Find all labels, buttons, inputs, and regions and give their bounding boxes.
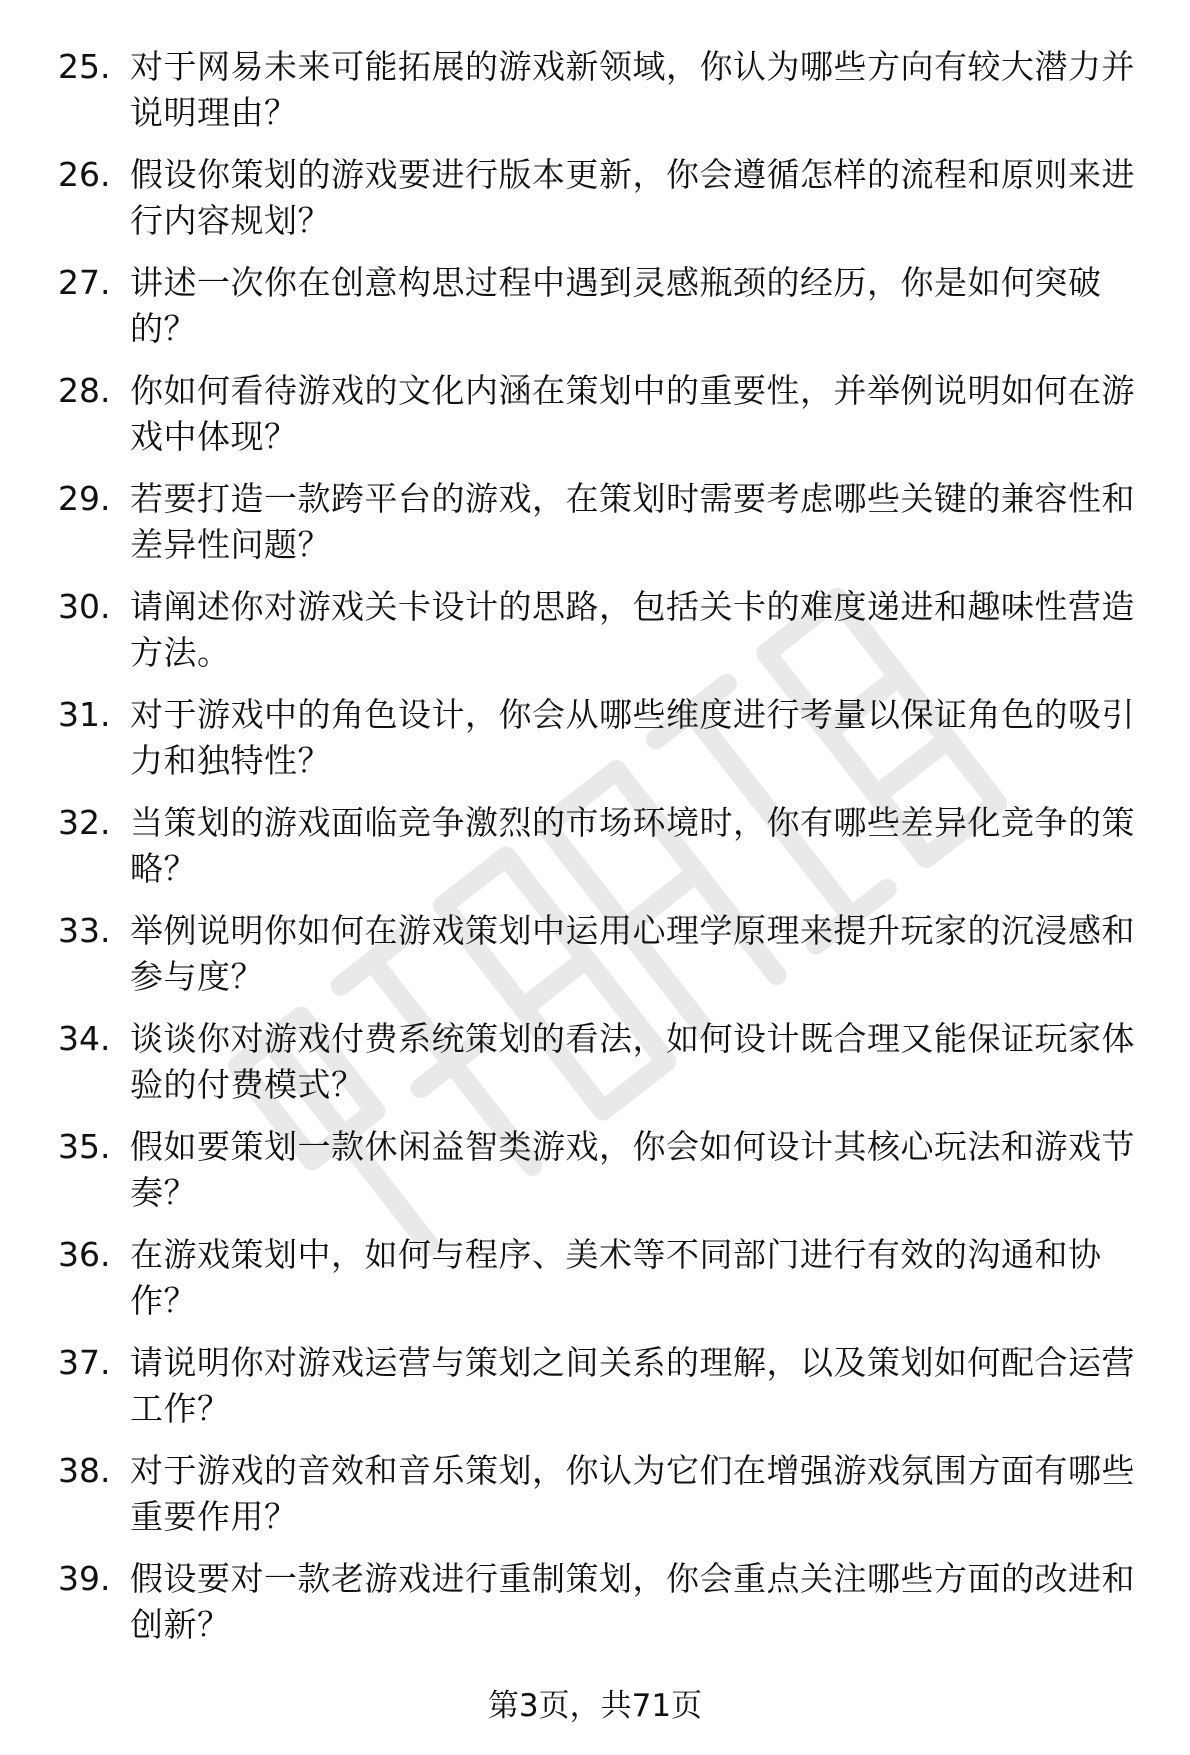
question-item <box>58 152 1158 260</box>
question-number: 30. <box>58 587 111 626</box>
question-list <box>58 44 1158 1664</box>
question-text: 请阐述你对游戏关卡设计的思路，包括关卡的难度递进和趣味性营造方法。 <box>130 587 1135 672</box>
question-item <box>58 800 1158 908</box>
question-item <box>58 260 1158 368</box>
question-number: 32. <box>58 803 111 842</box>
page-number-label: 第3页，共71页 <box>487 1688 703 1724</box>
question-text: 对于网易未来可能拓展的游戏新领域，你认为哪些方向有较大潜力并说明理由？ <box>130 47 1135 132</box>
question-number: 39. <box>58 1559 111 1598</box>
question-item <box>58 584 1158 692</box>
question-text: 假设要对一款老游戏进行重制策划，你会重点关注哪些方面的改进和创新？ <box>130 1559 1135 1644</box>
question-number: 33. <box>58 911 111 950</box>
question-item <box>58 368 1158 476</box>
question-number: 26. <box>58 155 111 194</box>
question-number: 38. <box>58 1451 111 1490</box>
question-item <box>58 476 1158 584</box>
question-text: 请说明你对游戏运营与策划之间关系的理解，以及策划如何配合运营工作？ <box>130 1343 1135 1428</box>
question-text: 假如要策划一款休闲益智类游戏，你会如何设计其核心玩法和游戏节奏？ <box>130 1127 1135 1212</box>
question-text: 假设你策划的游戏要进行版本更新，你会遵循怎样的流程和原则来进行内容规划？ <box>130 155 1135 240</box>
question-item <box>58 1448 1158 1556</box>
question-text: 举例说明你如何在游戏策划中运用心理学原理来提升玩家的沉浸感和参与度？ <box>130 911 1135 996</box>
question-text: 当策划的游戏面临竞争激烈的市场环境时，你有哪些差异化竞争的策略？ <box>130 803 1135 888</box>
question-number: 36. <box>58 1235 111 1274</box>
question-item <box>58 908 1158 1016</box>
question-number: 25. <box>58 47 111 86</box>
question-text: 讲述一次你在创意构思过程中遇到灵感瓶颈的经历，你是如何突破的？ <box>130 263 1102 348</box>
question-item <box>58 1016 1158 1124</box>
question-text: 对于游戏的音效和音乐策划，你认为它们在增强游戏氛围方面有哪些重要作用？ <box>130 1451 1135 1536</box>
question-text: 谈谈你对游戏付费系统策划的看法，如何设计既合理又能保证玩家体验的付费模式？ <box>130 1019 1135 1104</box>
question-text: 若要打造一款跨平台的游戏，在策划时需要考虑哪些关键的兼容性和差异性问题？ <box>130 479 1135 564</box>
question-item <box>58 44 1158 152</box>
question-text: 在游戏策划中，如何与程序、美术等不同部门进行有效的沟通和协作？ <box>130 1235 1102 1320</box>
question-number: 29. <box>58 479 111 518</box>
question-number: 34. <box>58 1019 111 1058</box>
question-number: 37. <box>58 1343 111 1382</box>
question-text: 对于游戏中的角色设计，你会从哪些维度进行考量以保证角色的吸引力和独特性？ <box>130 695 1135 780</box>
question-number: 31. <box>58 695 111 734</box>
question-item <box>58 1556 1158 1664</box>
question-item <box>58 1340 1158 1448</box>
page-footer <box>0 1686 1190 1726</box>
question-item <box>58 1124 1158 1232</box>
question-number: 35. <box>58 1127 111 1166</box>
question-text: 你如何看待游戏的文化内涵在策划中的重要性，并举例说明如何在游戏中体现？ <box>130 371 1135 456</box>
question-item <box>58 1232 1158 1340</box>
question-number: 28. <box>58 371 111 410</box>
question-item <box>58 692 1158 800</box>
question-number: 27. <box>58 263 111 302</box>
